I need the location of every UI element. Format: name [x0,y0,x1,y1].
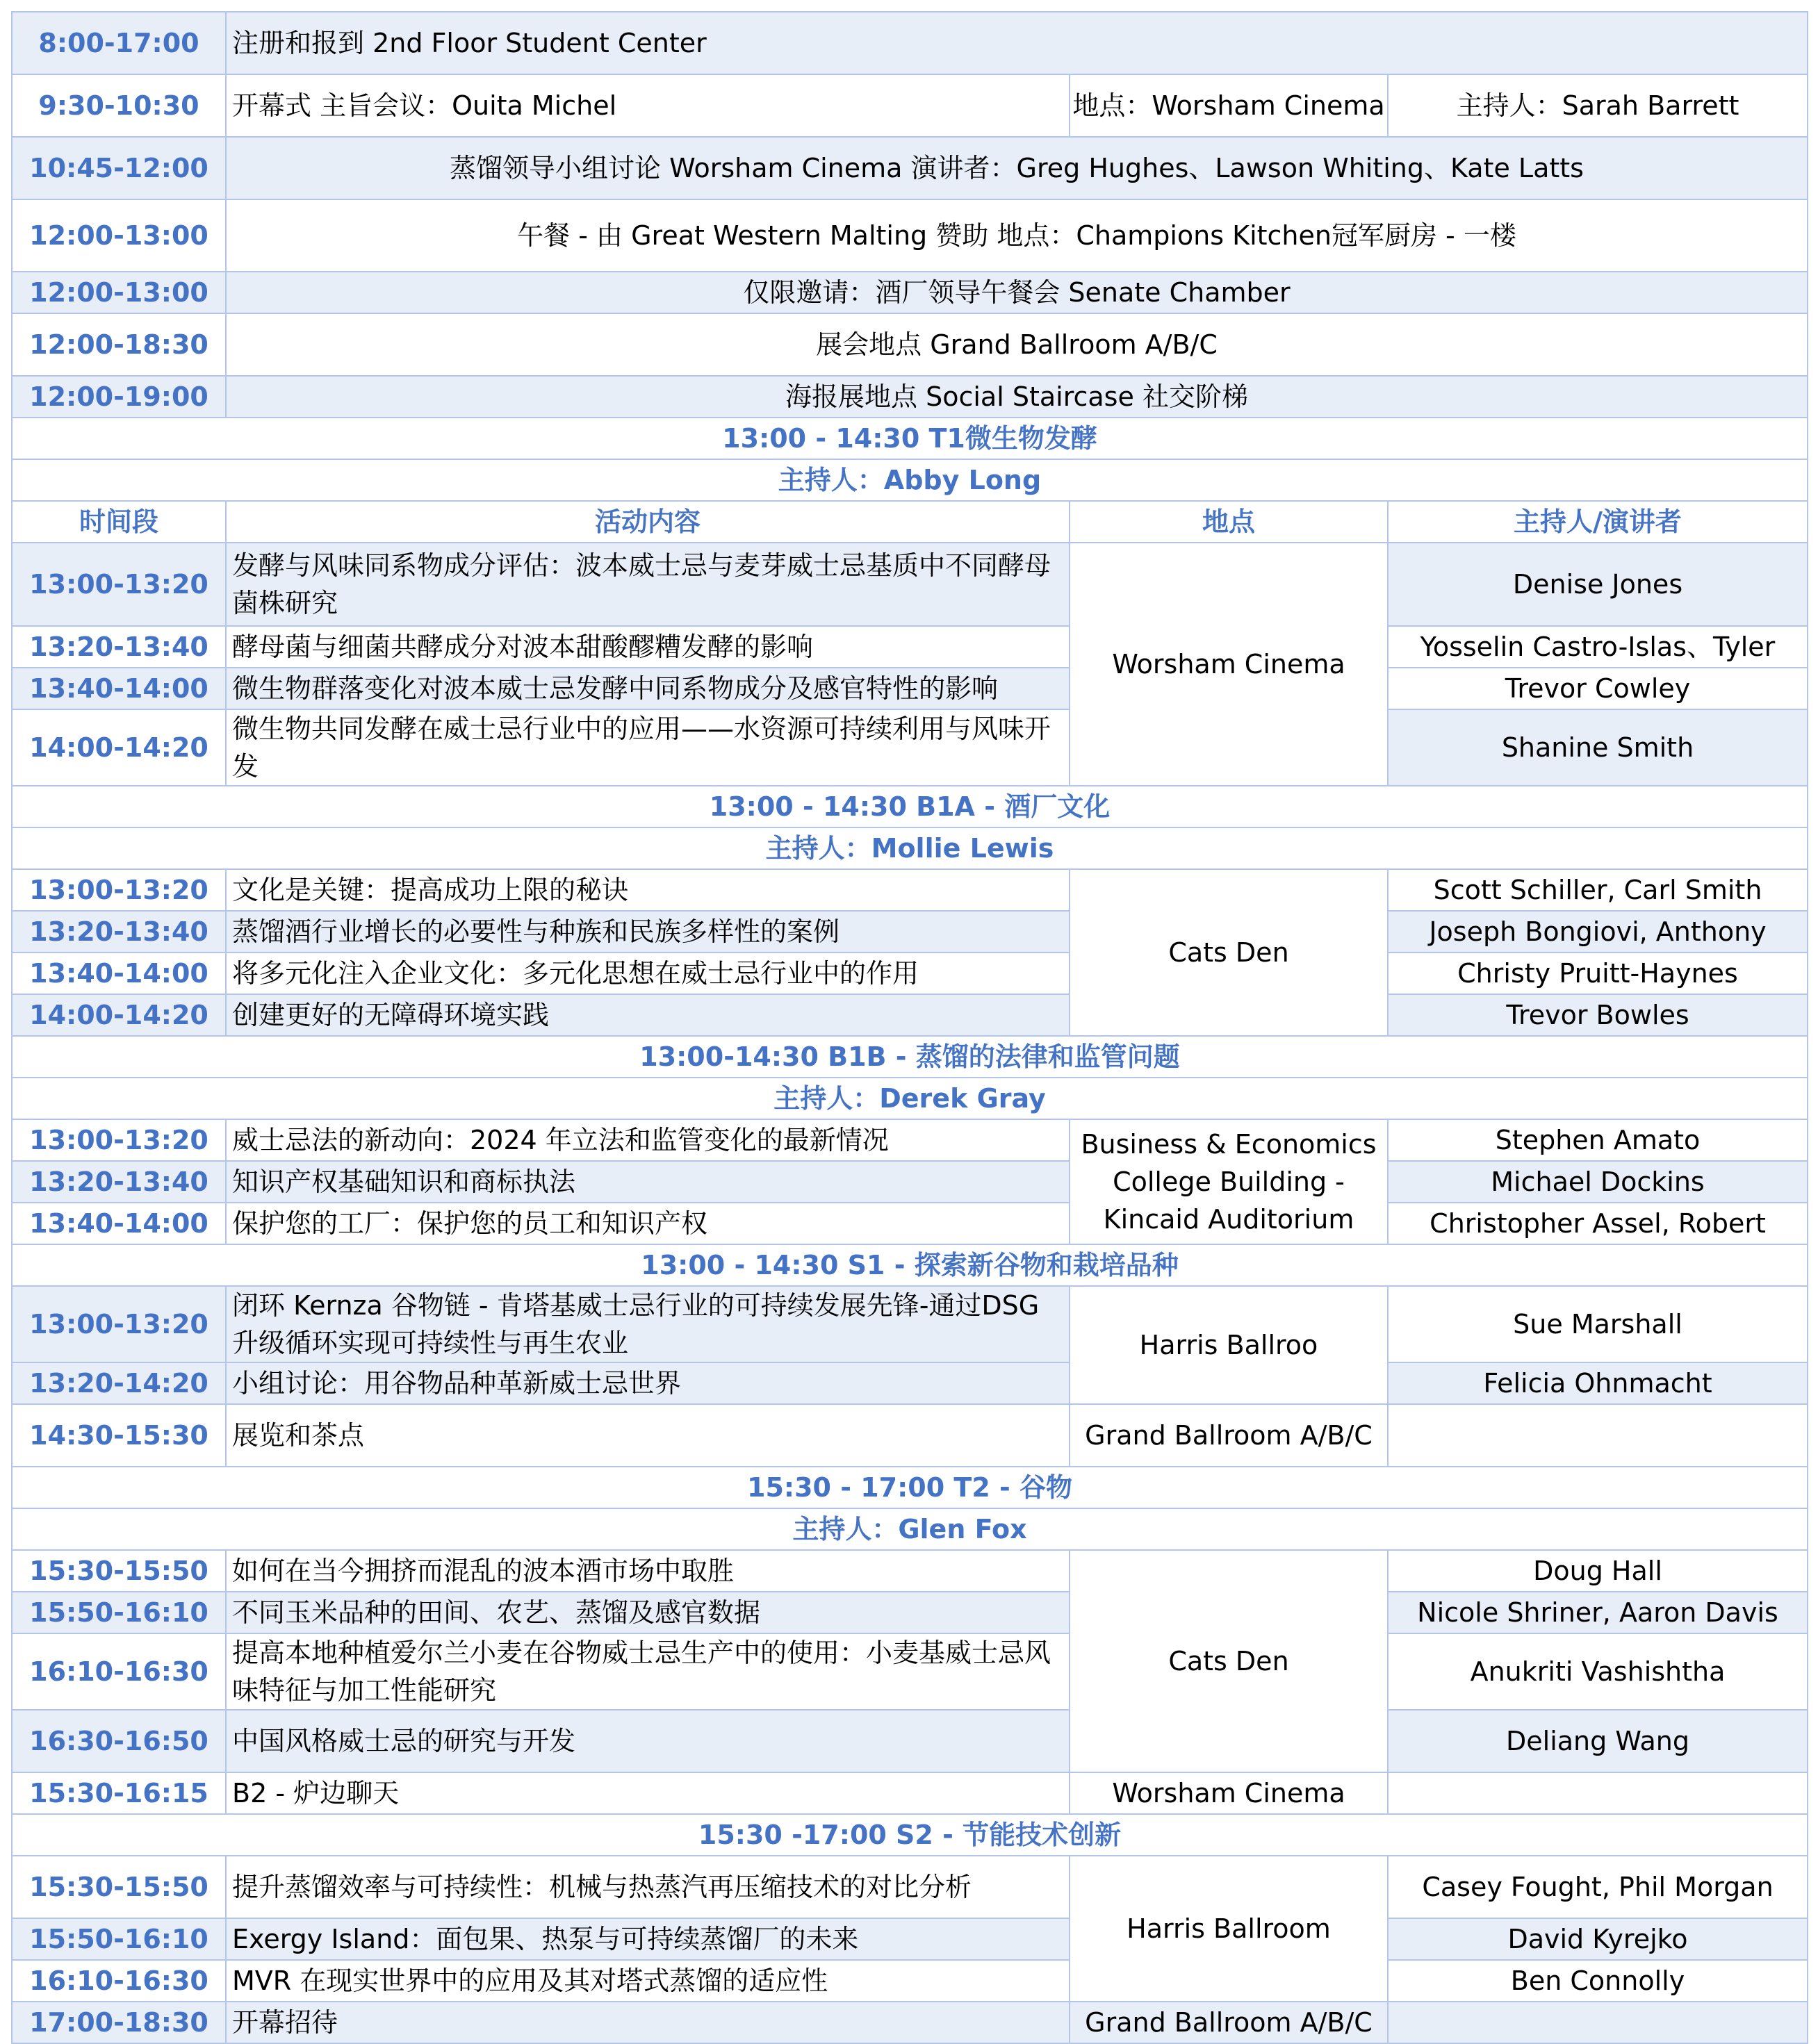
table-row [12,1710,1808,1772]
table-row [12,1856,1808,1918]
speaker-cell: Trevor Bowles [1388,994,1808,1036]
table-row [12,869,1808,911]
content-cell: 文化是关键：提高成功上限的秘诀 [226,869,1070,911]
table-row [12,1404,1808,1467]
speaker-cell: Doug Hall [1388,1550,1808,1592]
table-row [12,626,1808,668]
header-content: 活动内容 [226,501,1070,543]
time-cell: 15:30-15:50 [12,1856,226,1918]
location-cell: Cats Den [1070,869,1388,1036]
speaker-cell: Anukriti Vashishtha [1388,1633,1808,1710]
time-cell: 12:00-13:00 [12,272,226,313]
location-cell: Harris Ballroom [1070,1856,1388,2002]
location-cell: Worsham Cinema [1070,1772,1388,1814]
table-row [12,911,1808,953]
content-cell: 知识产权基础知识和商标执法 [226,1161,1070,1203]
content-cell: MVR 在现实世界中的应用及其对塔式蒸馏的适应性 [226,1960,1070,2002]
speaker-cell: Scott Schiller, Carl Smith [1388,869,1808,911]
session-title-row [12,1467,1808,1508]
content-cell: 蒸馏领导小组讨论 Worsham Cinema 演讲者：Greg Hughes、Lawson Whiting、Kate Latts [226,137,1808,199]
session-title: 13:00-14:30 B1B - 蒸馏的法律和监管问题 [12,1036,1808,1078]
moderator-row [12,1078,1808,1119]
content-cell: 将多元化注入企业文化：多元化思想在威士忌行业中的作用 [226,953,1070,994]
session-title-row [12,1244,1808,1286]
session-title-row [12,418,1808,459]
table-row [12,994,1808,1036]
empty-cell [1388,1772,1808,1814]
speaker-cell: Felicia Ohnmacht [1388,1362,1808,1404]
time-cell: 15:50-16:10 [12,1918,226,1960]
table-row [12,668,1808,709]
content-cell: 如何在当今拥挤而混乱的波本酒市场中取胜 [226,1550,1070,1592]
time-cell: 15:50-16:10 [12,1592,226,1633]
speaker-cell: Joseph Bongiovi, Anthony [1388,911,1808,953]
session-title-row [12,1814,1808,1856]
moderator-row [12,459,1808,501]
time-cell: 17:00-18:30 [12,2002,226,2043]
time-cell: 12:00-13:00 [12,199,226,272]
table-row [12,1633,1808,1710]
content-cell: 开幕式 主旨会议：Ouita Michel [226,74,1070,137]
time-cell: 16:10-16:30 [12,1633,226,1710]
location-cell: Grand Ballroom A/B/C [1070,1404,1388,1467]
table-row [12,1161,1808,1203]
content-cell: 微生物群落变化对波本威士忌发酵中同系物成分及感官特性的影响 [226,668,1070,709]
content-cell: 保护您的工厂：保护您的员工和知识产权 [226,1203,1070,1244]
time-cell: 13:20-14:20 [12,1362,226,1404]
table-row [12,2002,1808,2043]
table-row [12,137,1808,199]
time-cell: 13:20-13:40 [12,1161,226,1203]
session-title: 15:30 - 17:00 T2 - 谷物 [12,1467,1808,1508]
time-cell: 13:00-13:20 [12,869,226,911]
content-cell: 创建更好的无障碍环境实践 [226,994,1070,1036]
time-cell: 15:30-16:15 [12,1772,226,1814]
location-cell: Worsham Cinema [1070,543,1388,786]
content-cell: 中国风格威士忌的研究与开发 [226,1710,1070,1772]
content-cell: 不同玉米品种的田间、农艺、蒸馏及感官数据 [226,1592,1070,1633]
content-cell: 展会地点 Grand Ballroom A/B/C [226,313,1808,376]
speaker-cell: David Kyrejko [1388,1918,1808,1960]
location-cell: Business & Economics College Building - Kincaid Auditorium [1070,1119,1388,1244]
table-row [12,74,1808,137]
content-cell: 蒸馏酒行业增长的必要性与种族和民族多样性的案例 [226,911,1070,953]
header-host: 主持人/演讲者 [1388,501,1808,543]
content-cell: 提高本地种植爱尔兰小麦在谷物威士忌生产中的使用：小麦基威士忌风味特征与加工性能研究 [226,1633,1070,1710]
table-row [12,953,1808,994]
table-row [12,12,1808,74]
session-moderator: 主持人：Mollie Lewis [12,827,1808,869]
time-cell: 13:40-14:00 [12,953,226,994]
header-location: 地点 [1070,501,1388,543]
content-cell: 微生物共同发酵在威士忌行业中的应用——水资源可持续利用与风味开发 [226,709,1070,786]
session-moderator: 主持人：Glen Fox [12,1508,1808,1550]
time-cell: 14:00-14:20 [12,994,226,1036]
speaker-cell: Ben Connolly [1388,1960,1808,2002]
empty-cell [1388,1404,1808,1467]
time-cell: 15:30-15:50 [12,1550,226,1592]
session-title: 15:30 -17:00 S2 - 节能技术创新 [12,1814,1808,1856]
speaker-cell: Christy Pruitt-Haynes [1388,953,1808,994]
table-row [12,709,1808,786]
content-cell: 提升蒸馏效率与可持续性：机械与热蒸汽再压缩技术的对比分析 [226,1856,1070,1918]
content-cell: 酵母菌与细菌共酵成分对波本甜酸醪糟发酵的影响 [226,626,1070,668]
table-row [12,313,1808,376]
moderator-row [12,827,1808,869]
speaker-cell: Michael Dockins [1388,1161,1808,1203]
content-cell: Exergy Island：面包果、热泵与可持续蒸馏厂的未来 [226,1918,1070,1960]
time-cell: 8:00-17:00 [12,12,226,74]
table-row [12,1772,1808,1814]
content-cell: 注册和报到 2nd Floor Student Center [226,12,1808,74]
time-cell: 9:30-10:30 [12,74,226,137]
table-row [12,1550,1808,1592]
content-cell: 闭环 Kernza 谷物链 - 肯塔基威士忌行业的可持续发展先锋-通过DSG升级循环实现可持续性与再生农业 [226,1286,1070,1362]
time-cell: 14:30-15:30 [12,1404,226,1467]
speaker-cell: Deliang Wang [1388,1710,1808,1772]
time-cell: 13:00-13:20 [12,1119,226,1161]
time-cell: 12:00-19:00 [12,376,226,418]
moderator-row [12,1508,1808,1550]
speaker-cell: Nicole Shriner, Aaron Davis [1388,1592,1808,1633]
time-cell: 13:20-13:40 [12,626,226,668]
empty-cell [1388,2002,1808,2043]
time-cell: 13:20-13:40 [12,911,226,953]
location-cell: Grand Ballroom A/B/C [1070,2002,1388,2043]
schedule-table [11,11,1808,2044]
table-row [12,1119,1808,1161]
table-row [12,272,1808,313]
location-cell: Cats Den [1070,1550,1388,1772]
host-cell: 主持人：Sarah Barrett [1388,74,1808,137]
speaker-cell: Sue Marshall [1388,1286,1808,1362]
content-cell: 发酵与风味同系物成分评估：波本威士忌与麦芽威士忌基质中不同酵母菌株研究 [226,543,1070,626]
time-cell: 13:00-13:20 [12,1286,226,1362]
table-row [12,1203,1808,1244]
speaker-cell: Yosselin Castro-Islas、Tyler [1388,626,1808,668]
time-cell: 13:00-13:20 [12,543,226,626]
speaker-cell: Stephen Amato [1388,1119,1808,1161]
content-cell: 威士忌法的新动向：2024 年立法和监管变化的最新情况 [226,1119,1070,1161]
session-title: 13:00 - 14:30 T1微生物发酵 [12,418,1808,459]
speaker-cell: Denise Jones [1388,543,1808,626]
table-row [12,199,1808,272]
time-cell: 13:40-14:00 [12,1203,226,1244]
table-row [12,1592,1808,1633]
session-title: 13:00 - 14:30 B1A - 酒厂文化 [12,786,1808,827]
table-row [12,1286,1808,1362]
time-cell: 14:00-14:20 [12,709,226,786]
content-cell: 小组讨论：用谷物品种革新威士忌世界 [226,1362,1070,1404]
content-cell: 午餐 - 由 Great Western Malting 赞助 地点：Champions Kitchen冠军厨房 - 一楼 [226,199,1808,272]
time-cell: 13:40-14:00 [12,668,226,709]
speaker-cell: Casey Fought, Phil Morgan [1388,1856,1808,1918]
table-row [12,376,1808,418]
session-title-row [12,786,1808,827]
content-cell: 展览和茶点 [226,1404,1070,1467]
content-cell: 海报展地点 Social Staircase 社交阶梯 [226,376,1808,418]
speaker-cell: Trevor Cowley [1388,668,1808,709]
speaker-cell: Shanine Smith [1388,709,1808,786]
location-cell: 地点：Worsham Cinema [1070,74,1388,137]
table-row [12,1918,1808,1960]
time-cell: 10:45-12:00 [12,137,226,199]
time-cell: 12:00-18:30 [12,313,226,376]
speaker-cell: Christopher Assel, Robert [1388,1203,1808,1244]
time-cell: 16:10-16:30 [12,1960,226,2002]
header-time: 时间段 [12,501,226,543]
table-row [12,1960,1808,2002]
session-title-row [12,1036,1808,1078]
column-header-row [12,501,1808,543]
session-moderator: 主持人：Derek Gray [12,1078,1808,1119]
session-title: 13:00 - 14:30 S1 - 探索新谷物和栽培品种 [12,1244,1808,1286]
table-row [12,1362,1808,1404]
table-row [12,543,1808,626]
content-cell: 仅限邀请：酒厂领导午餐会 Senate Chamber [226,272,1808,313]
location-cell: Harris Ballroo [1070,1286,1388,1404]
content-cell: B2 - 炉边聊天 [226,1772,1070,1814]
content-cell: 开幕招待 [226,2002,1070,2043]
time-cell: 16:30-16:50 [12,1710,226,1772]
session-moderator: 主持人：Abby Long [12,459,1808,501]
